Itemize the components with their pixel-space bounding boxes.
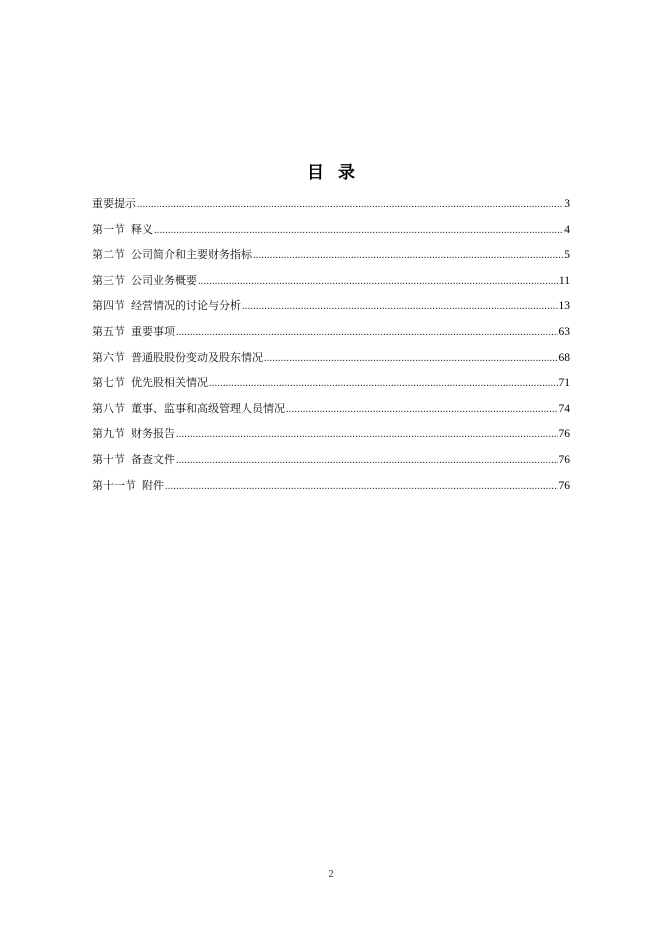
toc-entry-label (92, 297, 241, 315)
toc-leader-dots (165, 478, 558, 496)
toc-entry-section-1[interactable] (92, 221, 570, 247)
toc-entry-page: 76 (558, 453, 570, 466)
toc-entry-section: 第七节 (92, 376, 125, 390)
toc-entry-label (92, 195, 136, 213)
table-of-contents (92, 195, 570, 502)
toc-entry-page: 71 (558, 377, 570, 390)
toc-entry-title: 财务报告 (131, 427, 175, 441)
toc-entry-section-4[interactable] (92, 297, 570, 323)
toc-leader-dots (253, 247, 563, 265)
toc-leader-dots (198, 273, 558, 291)
toc-entry-title: 重要事项 (131, 324, 175, 338)
toc-entry-section-8[interactable] (92, 400, 570, 426)
toc-entry-section: 第五节 (92, 324, 125, 338)
toc-entry-section-2[interactable] (92, 246, 570, 272)
toc-entry-section: 第六节 (92, 350, 125, 364)
toc-entry-section-5[interactable] (92, 323, 570, 349)
toc-entry-section-6[interactable] (92, 349, 570, 375)
toc-entry-label (92, 246, 252, 264)
toc-entry-page: 5 (564, 249, 570, 262)
page-number: 2 (328, 869, 334, 880)
toc-entry-label (92, 477, 164, 495)
toc-entry-label (92, 400, 285, 418)
toc-entry-page: 76 (558, 479, 570, 492)
toc-entry-section-3[interactable] (92, 272, 570, 298)
toc-entry-title: 公司业务概要 (131, 273, 197, 287)
toc-entry-title: 经营情况的讨论与分析 (131, 299, 241, 313)
toc-leader-dots (264, 350, 558, 368)
toc-entry-section-7[interactable] (92, 374, 570, 400)
toc-leader-dots (176, 426, 558, 444)
toc-entry-page: 76 (558, 428, 570, 441)
toc-entry-label (92, 323, 175, 341)
toc-entry-section: 第二节 (92, 248, 125, 262)
toc-entry-section-10[interactable] (92, 451, 570, 477)
toc-entry-page: 74 (558, 402, 570, 415)
toc-entry-section: 第一节 (92, 222, 125, 236)
toc-entry-page: 68 (558, 351, 570, 364)
toc-entry-section: 第四节 (92, 299, 125, 313)
toc-entry-page: 4 (564, 223, 570, 236)
toc-entry-label (92, 221, 153, 239)
toc-entry-title: 重要提示 (92, 197, 136, 210)
toc-entry-section: 第十一节 (92, 478, 136, 492)
toc-entry-label (92, 349, 263, 367)
toc-entry-section-11[interactable] (92, 477, 570, 503)
toc-entry-section: 第八节 (92, 401, 125, 415)
toc-entry-title: 普通股股份变动及股东情况 (131, 350, 263, 364)
toc-heading-char-2: 录 (338, 163, 369, 183)
toc-heading (0, 158, 662, 183)
toc-leader-dots (137, 196, 563, 214)
toc-entry-section: 第三节 (92, 273, 125, 287)
toc-entry-page: 63 (558, 325, 570, 338)
toc-entry-label (92, 451, 175, 469)
toc-entry-important-notice[interactable] (92, 195, 570, 221)
toc-entry-title: 优先股相关情况 (131, 376, 208, 390)
toc-entry-page: 11 (558, 274, 570, 287)
toc-entry-title: 备查文件 (131, 452, 175, 466)
toc-leader-dots (176, 324, 558, 342)
toc-leader-dots (209, 375, 558, 393)
toc-entry-title: 公司简介和主要财务指标 (131, 248, 252, 262)
toc-leader-dots (176, 452, 558, 470)
toc-entry-label (92, 374, 208, 392)
toc-entry-section: 第十节 (92, 452, 125, 466)
toc-heading-char-1: 目 (307, 163, 338, 183)
toc-entry-title: 附件 (142, 478, 164, 492)
toc-leader-dots (154, 222, 563, 240)
toc-entry-title: 释义 (131, 222, 153, 236)
toc-entry-title: 董事、监事和高级管理人员情况 (131, 401, 285, 415)
toc-entry-section: 第九节 (92, 427, 125, 441)
toc-entry-page: 13 (558, 300, 570, 313)
toc-leader-dots (242, 298, 558, 316)
toc-entry-label (92, 272, 197, 290)
toc-leader-dots (286, 401, 558, 419)
toc-entry-section-9[interactable] (92, 425, 570, 451)
toc-entry-page: 3 (564, 198, 570, 210)
toc-entry-label (92, 425, 175, 443)
